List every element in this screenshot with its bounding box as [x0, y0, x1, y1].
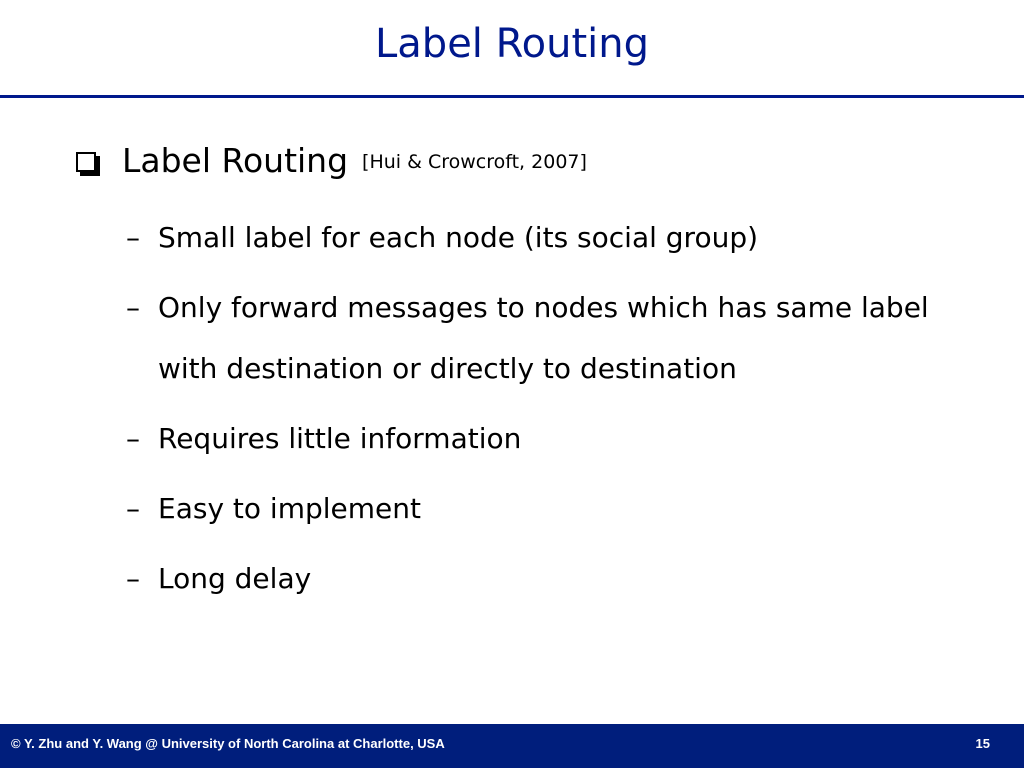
- footer-copyright: © Y. Zhu and Y. Wang @ University of North Carolina at Charlotte, USA: [11, 736, 445, 751]
- main-bullet-label: Label Routing: [122, 140, 349, 180]
- sub-bullet-item: [126, 548, 986, 609]
- sub-bullet-item: [126, 408, 986, 469]
- checkbox-bullet-icon: [76, 148, 102, 172]
- sub-bullet-item: [126, 277, 986, 399]
- dash-bullet: –: [126, 492, 140, 525]
- dash-bullet: –: [126, 291, 140, 324]
- sub-bullet-list: [126, 207, 986, 618]
- sub-bullet-text: Small label for each node (its social group): [158, 221, 759, 254]
- dash-bullet: –: [126, 221, 140, 254]
- sub-bullet-text: Requires little information: [158, 422, 522, 455]
- main-bullet: [76, 136, 587, 184]
- sub-bullet-text: Easy to implement: [158, 492, 421, 525]
- page-number: 15: [975, 736, 990, 751]
- sub-bullet-item: [126, 478, 986, 539]
- slide-title: Label Routing: [375, 21, 649, 67]
- sub-bullet-text: Only forward messages to nodes which has same label with destination or directly to destination: [158, 291, 929, 385]
- sub-bullet-item: [126, 207, 986, 268]
- citation: [Hui & Crowcroft, 2007]: [362, 151, 587, 173]
- dash-bullet: –: [126, 422, 140, 455]
- dash-bullet: –: [126, 562, 140, 595]
- sub-bullet-text: Long delay: [158, 562, 312, 595]
- slide-footer: [0, 724, 1024, 768]
